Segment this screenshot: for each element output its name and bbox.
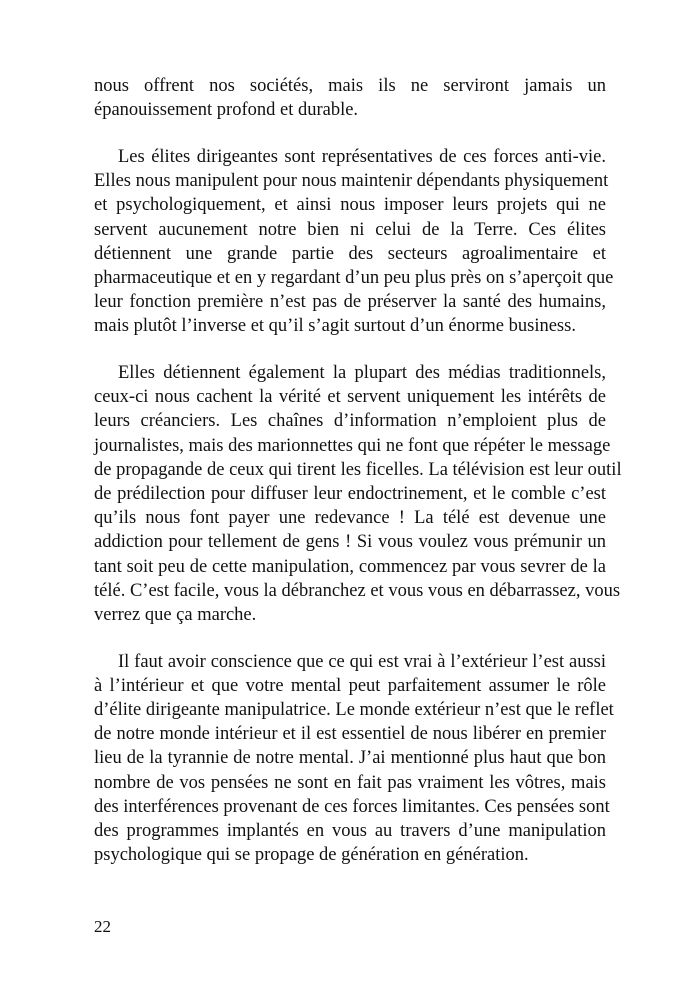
text-line: d’élite dirigeante manipulatrice. Le monde extérieur n’est que le reflet (94, 700, 614, 721)
text-line: de propagande de ceux qui tirent les ficelles. La télévision est leur outil (94, 459, 622, 480)
paragraph-2 (94, 145, 614, 339)
paragraph-1 (94, 74, 606, 122)
text-line: journalistes, mais des marionnettes qui ne font que répéter le message (94, 435, 611, 456)
page-number: 22 (94, 917, 111, 936)
text-line: Elles détiennent également la plupart des médias traditionnels, (118, 363, 606, 384)
body-text (94, 74, 622, 890)
text-line: pharmaceutique et en y regardant d’un peu plus près on s’aperçoit que (94, 267, 614, 288)
text-line: tant soit peu de cette manipulation, commencez par vous sevrer de la (94, 556, 606, 577)
text-line: lieu de la tyrannie de notre mental. J’ai mentionné plus haut que bon (94, 748, 606, 769)
text-line: leurs créanciers. Les chaînes d’information n’emploient plus de (94, 411, 606, 432)
text-line: de prédilection pour diffuser leur endoctrinement, et le comble c’est (94, 484, 606, 504)
text-line: de notre monde intérieur et il est essentiel de nous libérer en premier (94, 724, 606, 745)
text-line: verrez que ça marche. (94, 604, 257, 625)
text-line: à l’intérieur et que votre mental peut parfaitement assumer le rôle (94, 675, 606, 696)
text-line: détiennent une grande partie des secteurs agroalimentaire et (94, 243, 606, 264)
text-line: nombre de vos pensées ne sont en fait pas vraiment les vôtres, mais (94, 772, 606, 793)
text-line: épanouissement profond et durable. (94, 100, 359, 121)
text-line: psychologique qui se propage de génération en génération. (94, 845, 529, 866)
paragraph-4 (94, 650, 614, 868)
paragraph-3 (94, 361, 622, 627)
text-line: des interférences provenant de ces forces limitantes. Ces pensées sont (94, 796, 610, 817)
text-line: des programmes implantés en vous au travers d’une manipulation (94, 821, 606, 842)
text-line: mais plutôt l’inverse et qu’il s’agit surtout d’un énorme business. (94, 316, 576, 337)
text-line: Les élites dirigeantes sont représentatives de ces forces anti-vie. (118, 146, 606, 167)
text-line: Il faut avoir conscience que ce qui est vrai à l’extérieur l’est aussi (118, 651, 606, 672)
text-line: Elles nous manipulent pour nous maintenir dépendants physiquement (94, 171, 609, 192)
text-line: qu’ils nous font payer une redevance ! La télé est devenue une (94, 508, 606, 529)
text-line: et psychologiquement, et ainsi nous imposer leurs projets qui ne (94, 195, 606, 216)
text-line: servent aucunement notre bien ni celui de la Terre. Ces élites (94, 219, 606, 240)
text-line: nous offrent nos sociétés, mais ils ne serviront jamais un (94, 76, 606, 96)
text-line: ceux-ci nous cachent la vérité et servent uniquement les intérêts de (94, 387, 606, 408)
text-line: télé. C’est facile, vous la débranchez et vous vous en débarrassez, vous (94, 580, 621, 601)
text-line: addiction pour tellement de gens ! Si vous voulez vous prémunir un (94, 532, 606, 553)
text-line: leur fonction première n’est pas de préserver la santé des humains, (94, 292, 606, 313)
